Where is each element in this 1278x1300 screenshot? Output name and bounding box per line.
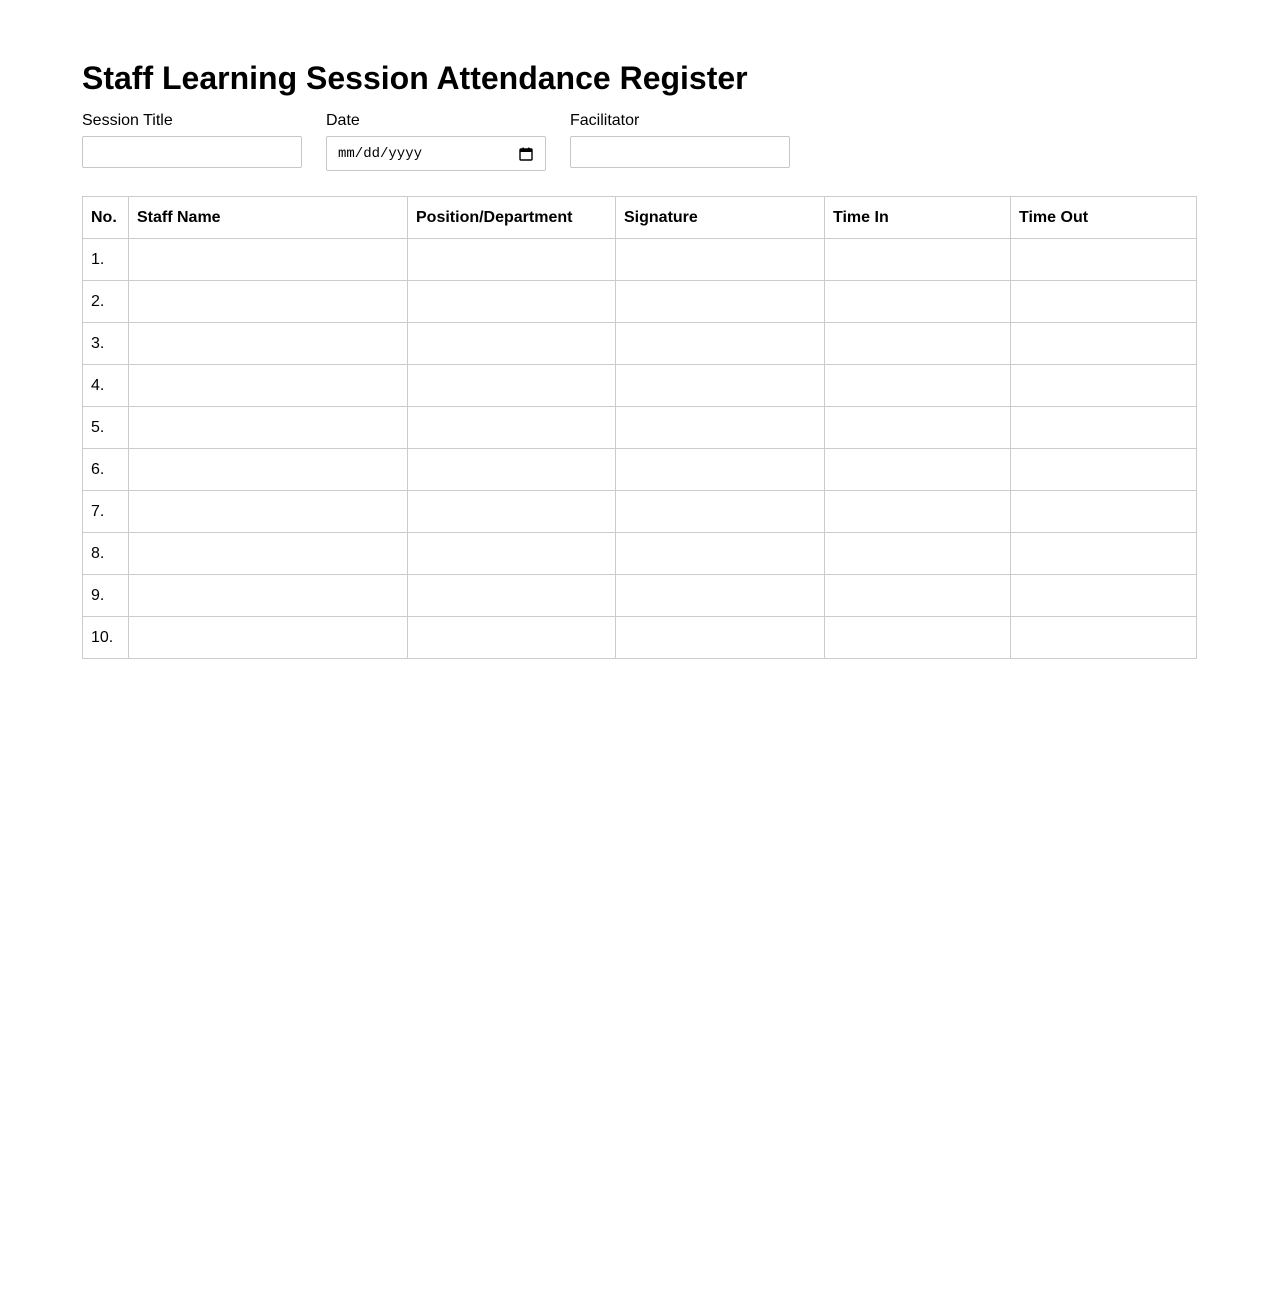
row-number: 2. bbox=[83, 281, 129, 323]
header-time-in: Time In bbox=[825, 197, 1011, 239]
calendar-icon[interactable] bbox=[519, 147, 533, 161]
time-in-cell[interactable] bbox=[825, 365, 1011, 407]
position-cell[interactable] bbox=[408, 533, 616, 575]
table-header-row bbox=[83, 197, 1197, 239]
time-out-cell[interactable] bbox=[1011, 323, 1197, 365]
time-in-cell[interactable] bbox=[825, 575, 1011, 617]
staff-name-cell[interactable] bbox=[129, 617, 408, 659]
row-number: 10. bbox=[83, 617, 129, 659]
time-out-cell[interactable] bbox=[1011, 617, 1197, 659]
staff-name-cell[interactable] bbox=[129, 533, 408, 575]
signature-cell[interactable] bbox=[616, 449, 825, 491]
table-row bbox=[83, 407, 1197, 449]
facilitator-label: Facilitator bbox=[570, 112, 640, 129]
header-position-department: Position/Department bbox=[408, 197, 616, 239]
staff-name-cell[interactable] bbox=[129, 239, 408, 281]
row-number: 5. bbox=[83, 407, 129, 449]
session-title-input[interactable] bbox=[82, 136, 302, 168]
staff-name-cell[interactable] bbox=[129, 407, 408, 449]
row-number: 8. bbox=[83, 533, 129, 575]
header-signature: Signature bbox=[616, 197, 825, 239]
time-out-cell[interactable] bbox=[1011, 239, 1197, 281]
time-in-cell[interactable] bbox=[825, 449, 1011, 491]
staff-name-cell[interactable] bbox=[129, 323, 408, 365]
signature-cell[interactable] bbox=[616, 365, 825, 407]
position-cell[interactable] bbox=[408, 323, 616, 365]
row-number: 3. bbox=[83, 323, 129, 365]
time-out-cell[interactable] bbox=[1011, 575, 1197, 617]
row-number: 4. bbox=[83, 365, 129, 407]
table-row bbox=[83, 491, 1197, 533]
facilitator-field-group bbox=[570, 112, 790, 171]
position-cell[interactable] bbox=[408, 617, 616, 659]
staff-name-cell[interactable] bbox=[129, 449, 408, 491]
row-number: 1. bbox=[83, 239, 129, 281]
table-row bbox=[83, 323, 1197, 365]
time-in-cell[interactable] bbox=[825, 239, 1011, 281]
time-out-cell[interactable] bbox=[1011, 281, 1197, 323]
date-label: Date bbox=[326, 112, 360, 129]
time-in-cell[interactable] bbox=[825, 491, 1011, 533]
facilitator-input[interactable] bbox=[570, 136, 790, 168]
row-number: 6. bbox=[83, 449, 129, 491]
table-row bbox=[83, 533, 1197, 575]
header-time-out: Time Out bbox=[1011, 197, 1197, 239]
row-number: 7. bbox=[83, 491, 129, 533]
time-in-cell[interactable] bbox=[825, 281, 1011, 323]
header-staff-name: Staff Name bbox=[129, 197, 408, 239]
table-row bbox=[83, 449, 1197, 491]
page-title: Staff Learning Session Attendance Register bbox=[82, 60, 748, 96]
date-placeholder: mm/dd/yyyy bbox=[338, 145, 423, 162]
time-out-cell[interactable] bbox=[1011, 365, 1197, 407]
position-cell[interactable] bbox=[408, 407, 616, 449]
signature-cell[interactable] bbox=[616, 323, 825, 365]
signature-cell[interactable] bbox=[616, 281, 825, 323]
date-field-group bbox=[326, 112, 546, 171]
signature-cell[interactable] bbox=[616, 533, 825, 575]
staff-name-cell[interactable] bbox=[129, 491, 408, 533]
row-number: 9. bbox=[83, 575, 129, 617]
time-in-cell[interactable] bbox=[825, 617, 1011, 659]
time-in-cell[interactable] bbox=[825, 323, 1011, 365]
attendance-table bbox=[82, 196, 1197, 659]
header-no: No. bbox=[83, 197, 129, 239]
position-cell[interactable] bbox=[408, 365, 616, 407]
signature-cell[interactable] bbox=[616, 407, 825, 449]
position-cell[interactable] bbox=[408, 491, 616, 533]
table-row bbox=[83, 281, 1197, 323]
staff-name-cell[interactable] bbox=[129, 575, 408, 617]
position-cell[interactable] bbox=[408, 281, 616, 323]
time-out-cell[interactable] bbox=[1011, 533, 1197, 575]
session-title-label: Session Title bbox=[82, 112, 173, 129]
signature-cell[interactable] bbox=[616, 575, 825, 617]
date-input[interactable] bbox=[326, 136, 546, 171]
signature-cell[interactable] bbox=[616, 239, 825, 281]
signature-cell[interactable] bbox=[616, 617, 825, 659]
table-row bbox=[83, 239, 1197, 281]
table-row bbox=[83, 617, 1197, 659]
position-cell[interactable] bbox=[408, 449, 616, 491]
session-fields bbox=[82, 112, 1196, 171]
staff-name-cell[interactable] bbox=[129, 281, 408, 323]
time-in-cell[interactable] bbox=[825, 407, 1011, 449]
table-row bbox=[83, 365, 1197, 407]
table-row bbox=[83, 575, 1197, 617]
time-in-cell[interactable] bbox=[825, 533, 1011, 575]
session-title-field-group bbox=[82, 112, 302, 171]
time-out-cell[interactable] bbox=[1011, 449, 1197, 491]
staff-name-cell[interactable] bbox=[129, 365, 408, 407]
time-out-cell[interactable] bbox=[1011, 407, 1197, 449]
time-out-cell[interactable] bbox=[1011, 491, 1197, 533]
position-cell[interactable] bbox=[408, 239, 616, 281]
position-cell[interactable] bbox=[408, 575, 616, 617]
signature-cell[interactable] bbox=[616, 491, 825, 533]
